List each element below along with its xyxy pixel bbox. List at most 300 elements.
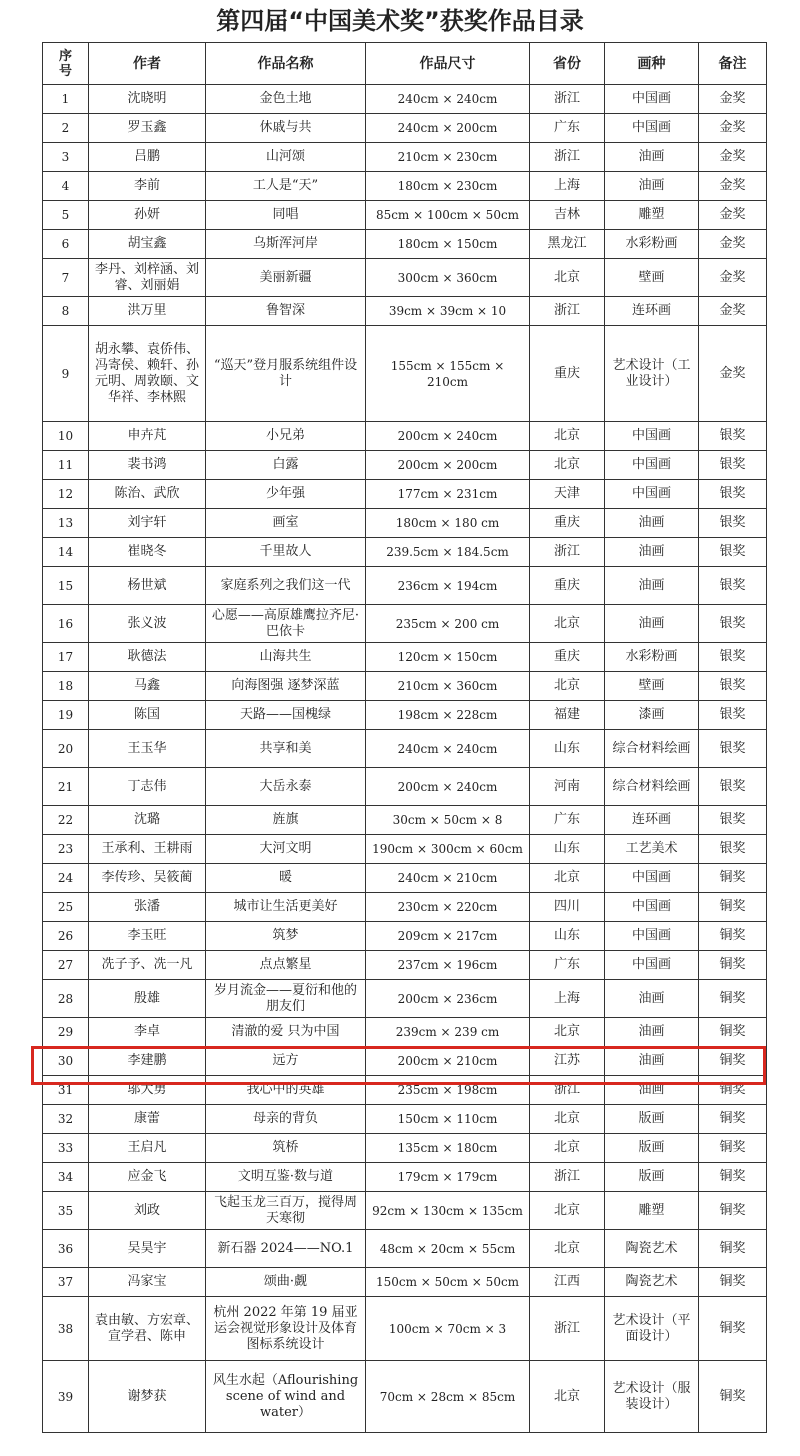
cell-award: 金奖	[699, 143, 767, 172]
cell-type: 漆画	[605, 701, 699, 730]
cell-author: 罗玉鑫	[89, 114, 206, 143]
cell-province: 河南	[530, 768, 605, 806]
header-cell: 作者	[89, 43, 206, 85]
cell-num: 2	[43, 114, 89, 143]
cell-num: 28	[43, 980, 89, 1018]
cell-author: 沈璐	[89, 806, 206, 835]
cell-author: 冼子予、冼一凡	[89, 951, 206, 980]
cell-award: 银奖	[699, 643, 767, 672]
cell-num: 24	[43, 864, 89, 893]
cell-num: 6	[43, 230, 89, 259]
cell-size: 200cm × 236cm	[366, 980, 530, 1018]
cell-size: 198cm × 228cm	[366, 701, 530, 730]
cell-award: 铜奖	[699, 1192, 767, 1230]
cell-size: 179cm × 179cm	[366, 1163, 530, 1192]
cell-author: 刘政	[89, 1192, 206, 1230]
cell-work: 大河文明	[206, 835, 366, 864]
cell-award: 铜奖	[699, 1297, 767, 1361]
cell-num: 8	[43, 297, 89, 326]
table-row	[43, 326, 767, 422]
cell-type: 油画	[605, 1076, 699, 1105]
cell-size: 200cm × 200cm	[366, 451, 530, 480]
cell-size: 200cm × 240cm	[366, 768, 530, 806]
cell-province: 黑龙江	[530, 230, 605, 259]
table-row	[43, 922, 767, 951]
header-cell: 作品尺寸	[366, 43, 530, 85]
table-row	[43, 768, 767, 806]
table-row	[43, 1297, 767, 1361]
cell-type: 版画	[605, 1163, 699, 1192]
cell-type: 中国画	[605, 422, 699, 451]
cell-author: 冯家宝	[89, 1268, 206, 1297]
cell-num: 36	[43, 1230, 89, 1268]
cell-type: 连环画	[605, 806, 699, 835]
header-row	[43, 43, 767, 85]
header-cell: 画种	[605, 43, 699, 85]
document-title: 第四届“中国美术奖”获奖作品目录	[216, 7, 584, 35]
cell-size: 30cm × 50cm × 8	[366, 806, 530, 835]
cell-work: 心愿——高原雄鹰拉齐尼·巴依卡	[206, 605, 366, 643]
cell-num: 22	[43, 806, 89, 835]
cell-type: 壁画	[605, 672, 699, 701]
cell-num: 38	[43, 1297, 89, 1361]
table-row	[43, 114, 767, 143]
cell-province: 浙江	[530, 1076, 605, 1105]
cell-award: 银奖	[699, 605, 767, 643]
cell-num: 20	[43, 730, 89, 768]
cell-award: 银奖	[699, 806, 767, 835]
table-row	[43, 567, 767, 605]
table-row	[43, 422, 767, 451]
cell-award: 银奖	[699, 768, 767, 806]
cell-work: 工人是“天”	[206, 172, 366, 201]
cell-author: 陈治、武欣	[89, 480, 206, 509]
cell-work: 少年强	[206, 480, 366, 509]
cell-size: 150cm × 50cm × 50cm	[366, 1268, 530, 1297]
cell-province: 浙江	[530, 297, 605, 326]
cell-province: 山东	[530, 922, 605, 951]
cell-type: 油画	[605, 567, 699, 605]
cell-num: 23	[43, 835, 89, 864]
cell-num: 4	[43, 172, 89, 201]
cell-type: 油画	[605, 172, 699, 201]
cell-work: 清澈的爱 只为中国	[206, 1018, 366, 1047]
cell-num: 25	[43, 893, 89, 922]
cell-province: 重庆	[530, 509, 605, 538]
table-body	[43, 85, 767, 1433]
cell-author: 孙妍	[89, 201, 206, 230]
cell-author: 李卓	[89, 1018, 206, 1047]
cell-size: 240cm × 210cm	[366, 864, 530, 893]
cell-author: 李前	[89, 172, 206, 201]
cell-size: 236cm × 194cm	[366, 567, 530, 605]
cell-num: 15	[43, 567, 89, 605]
cell-author: 王启凡	[89, 1134, 206, 1163]
cell-award: 铜奖	[699, 1361, 767, 1433]
cell-type: 油画	[605, 538, 699, 567]
cell-work: 画室	[206, 509, 366, 538]
table-row	[43, 864, 767, 893]
cell-province: 北京	[530, 451, 605, 480]
cell-work: 山河颂	[206, 143, 366, 172]
cell-award: 金奖	[699, 259, 767, 297]
cell-author: 李传珍、吴筱蔺	[89, 864, 206, 893]
cell-num: 21	[43, 768, 89, 806]
cell-type: 水彩粉画	[605, 643, 699, 672]
cell-award: 金奖	[699, 85, 767, 114]
cell-province: 北京	[530, 259, 605, 297]
cell-type: 连环画	[605, 297, 699, 326]
cell-award: 铜奖	[699, 1047, 767, 1076]
cell-type: 油画	[605, 605, 699, 643]
cell-author: 崔晓冬	[89, 538, 206, 567]
cell-size: 230cm × 220cm	[366, 893, 530, 922]
table-row	[43, 893, 767, 922]
cell-work: “巡天”登月服系统组件设计	[206, 326, 366, 422]
cell-num: 17	[43, 643, 89, 672]
cell-province: 广东	[530, 951, 605, 980]
cell-num: 33	[43, 1134, 89, 1163]
cell-work: 家庭系列之我们这一代	[206, 567, 366, 605]
cell-award: 银奖	[699, 538, 767, 567]
cell-author: 李建鹏	[89, 1047, 206, 1076]
cell-author: 张潘	[89, 893, 206, 922]
cell-author: 谢梦获	[89, 1361, 206, 1433]
cell-num: 32	[43, 1105, 89, 1134]
cell-num: 18	[43, 672, 89, 701]
cell-award: 金奖	[699, 114, 767, 143]
cell-work: 杭州 2022 年第 19 届亚运会视觉形象设计及体育图标系统设计	[206, 1297, 366, 1361]
cell-num: 13	[43, 509, 89, 538]
table-row	[43, 480, 767, 509]
cell-province: 浙江	[530, 1297, 605, 1361]
table-row	[43, 730, 767, 768]
cell-size: 239cm × 239 cm	[366, 1018, 530, 1047]
table-row	[43, 297, 767, 326]
table-row	[43, 143, 767, 172]
cell-num: 27	[43, 951, 89, 980]
cell-award: 银奖	[699, 701, 767, 730]
cell-province: 重庆	[530, 326, 605, 422]
cell-award: 银奖	[699, 730, 767, 768]
cell-province: 山东	[530, 730, 605, 768]
cell-author: 张义波	[89, 605, 206, 643]
cell-award: 铜奖	[699, 1163, 767, 1192]
table-row	[43, 509, 767, 538]
cell-type: 油画	[605, 143, 699, 172]
cell-award: 金奖	[699, 297, 767, 326]
table-row	[43, 1018, 767, 1047]
cell-province: 上海	[530, 172, 605, 201]
header-cell: 省份	[530, 43, 605, 85]
cell-province: 北京	[530, 605, 605, 643]
cell-award: 银奖	[699, 451, 767, 480]
cell-size: 85cm × 100cm × 50cm	[366, 201, 530, 230]
cell-type: 版画	[605, 1134, 699, 1163]
cell-size: 190cm × 300cm × 60cm	[366, 835, 530, 864]
cell-work: 小兄弟	[206, 422, 366, 451]
table-row	[43, 1192, 767, 1230]
cell-type: 水彩粉画	[605, 230, 699, 259]
cell-num: 30	[43, 1047, 89, 1076]
cell-num: 5	[43, 201, 89, 230]
cell-province: 福建	[530, 701, 605, 730]
cell-province: 北京	[530, 1105, 605, 1134]
cell-type: 中国画	[605, 893, 699, 922]
cell-num: 11	[43, 451, 89, 480]
cell-author: 李玉旺	[89, 922, 206, 951]
cell-author: 康蕾	[89, 1105, 206, 1134]
cell-province: 江苏	[530, 1047, 605, 1076]
table-row	[43, 1105, 767, 1134]
cell-size: 177cm × 231cm	[366, 480, 530, 509]
cell-size: 200cm × 240cm	[366, 422, 530, 451]
cell-province: 浙江	[530, 143, 605, 172]
cell-province: 北京	[530, 1018, 605, 1047]
cell-award: 铜奖	[699, 922, 767, 951]
cell-num: 39	[43, 1361, 89, 1433]
cell-type: 陶瓷艺术	[605, 1268, 699, 1297]
cell-size: 155cm × 155cm × 210cm	[366, 326, 530, 422]
cell-type: 陶瓷艺术	[605, 1230, 699, 1268]
cell-province: 北京	[530, 1230, 605, 1268]
cell-size: 210cm × 360cm	[366, 672, 530, 701]
cell-author: 袁由敏、方宏章、宣学君、陈申	[89, 1297, 206, 1361]
cell-size: 235cm × 198cm	[366, 1076, 530, 1105]
cell-award: 铜奖	[699, 1134, 767, 1163]
cell-province: 重庆	[530, 643, 605, 672]
header-cell: 备注	[699, 43, 767, 85]
table-row	[43, 1268, 767, 1297]
cell-num: 29	[43, 1018, 89, 1047]
cell-num: 19	[43, 701, 89, 730]
cell-size: 39cm × 39cm × 10	[366, 297, 530, 326]
cell-work: 白露	[206, 451, 366, 480]
cell-province: 江西	[530, 1268, 605, 1297]
table-row	[43, 701, 767, 730]
cell-award: 金奖	[699, 201, 767, 230]
cell-size: 120cm × 150cm	[366, 643, 530, 672]
cell-type: 综合材料绘画	[605, 730, 699, 768]
award-table	[42, 42, 767, 1433]
cell-author: 陈国	[89, 701, 206, 730]
cell-award: 银奖	[699, 509, 767, 538]
header-cell: 作品名称	[206, 43, 366, 85]
cell-author: 胡永攀、袁侨伟、冯寄侯、赖轩、孙元明、周敦颐、文华祥、李林熙	[89, 326, 206, 422]
cell-award: 铜奖	[699, 1105, 767, 1134]
cell-size: 237cm × 196cm	[366, 951, 530, 980]
cell-award: 金奖	[699, 230, 767, 259]
cell-province: 北京	[530, 1134, 605, 1163]
table-row	[43, 951, 767, 980]
cell-work: 天路——国槐绿	[206, 701, 366, 730]
cell-size: 200cm × 210cm	[366, 1047, 530, 1076]
cell-type: 雕塑	[605, 201, 699, 230]
table-row	[43, 1076, 767, 1105]
cell-author: 吴昊宇	[89, 1230, 206, 1268]
cell-type: 中国画	[605, 951, 699, 980]
cell-num: 14	[43, 538, 89, 567]
cell-province: 北京	[530, 672, 605, 701]
table-row	[43, 538, 767, 567]
cell-province: 山东	[530, 835, 605, 864]
cell-size: 300cm × 360cm	[366, 259, 530, 297]
table-row	[43, 643, 767, 672]
cell-work: 鲁智深	[206, 297, 366, 326]
cell-type: 综合材料绘画	[605, 768, 699, 806]
table-row	[43, 259, 767, 297]
cell-work: 暖	[206, 864, 366, 893]
cell-award: 铜奖	[699, 951, 767, 980]
cell-work: 飞起玉龙三百万，搅得周天寒彻	[206, 1192, 366, 1230]
cell-award: 铜奖	[699, 864, 767, 893]
table-row	[43, 1230, 767, 1268]
cell-num: 16	[43, 605, 89, 643]
cell-work: 文明互鉴·数与道	[206, 1163, 366, 1192]
cell-award: 铜奖	[699, 980, 767, 1018]
cell-work: 岁月流金——夏衍和他的朋友们	[206, 980, 366, 1018]
cell-work: 金色土地	[206, 85, 366, 114]
cell-work: 大岳永泰	[206, 768, 366, 806]
cell-province: 浙江	[530, 85, 605, 114]
cell-author: 沈晓明	[89, 85, 206, 114]
cell-province: 吉林	[530, 201, 605, 230]
cell-author: 邬大勇	[89, 1076, 206, 1105]
cell-type: 中国画	[605, 864, 699, 893]
cell-work: 旌旗	[206, 806, 366, 835]
cell-author: 裴书鸿	[89, 451, 206, 480]
cell-work: 向海图强 逐梦深蓝	[206, 672, 366, 701]
cell-work: 颂曲·觑	[206, 1268, 366, 1297]
cell-type: 油画	[605, 1047, 699, 1076]
cell-num: 3	[43, 143, 89, 172]
cell-work: 远方	[206, 1047, 366, 1076]
cell-size: 240cm × 240cm	[366, 730, 530, 768]
cell-province: 四川	[530, 893, 605, 922]
cell-province: 重庆	[530, 567, 605, 605]
cell-type: 艺术设计（服装设计）	[605, 1361, 699, 1433]
cell-size: 180cm × 230cm	[366, 172, 530, 201]
cell-province: 广东	[530, 114, 605, 143]
cell-num: 26	[43, 922, 89, 951]
cell-province: 北京	[530, 1192, 605, 1230]
cell-author: 丁志伟	[89, 768, 206, 806]
cell-type: 雕塑	[605, 1192, 699, 1230]
cell-province: 浙江	[530, 1163, 605, 1192]
cell-type: 中国画	[605, 114, 699, 143]
cell-size: 150cm × 110cm	[366, 1105, 530, 1134]
cell-type: 油画	[605, 980, 699, 1018]
cell-num: 10	[43, 422, 89, 451]
cell-num: 35	[43, 1192, 89, 1230]
cell-num: 37	[43, 1268, 89, 1297]
cell-size: 239.5cm × 184.5cm	[366, 538, 530, 567]
cell-award: 铜奖	[699, 1268, 767, 1297]
cell-work: 我心中的英雄	[206, 1076, 366, 1105]
cell-type: 中国画	[605, 480, 699, 509]
cell-author: 王承利、王耕雨	[89, 835, 206, 864]
table-row	[43, 672, 767, 701]
cell-work: 乌斯浑河岸	[206, 230, 366, 259]
cell-work: 共享和美	[206, 730, 366, 768]
table-row	[43, 605, 767, 643]
cell-size: 240cm × 200cm	[366, 114, 530, 143]
cell-work: 千里故人	[206, 538, 366, 567]
cell-work: 母亲的背负	[206, 1105, 366, 1134]
cell-province: 北京	[530, 864, 605, 893]
cell-num: 1	[43, 85, 89, 114]
cell-size: 100cm × 70cm × 3	[366, 1297, 530, 1361]
cell-num: 7	[43, 259, 89, 297]
table-row	[43, 1134, 767, 1163]
cell-author: 杨世斌	[89, 567, 206, 605]
cell-province: 浙江	[530, 538, 605, 567]
cell-type: 中国画	[605, 451, 699, 480]
table-row	[43, 806, 767, 835]
cell-type: 艺术设计（平面设计）	[605, 1297, 699, 1361]
cell-author: 刘宇轩	[89, 509, 206, 538]
cell-type: 油画	[605, 1018, 699, 1047]
cell-award: 铜奖	[699, 893, 767, 922]
cell-work: 休戚与共	[206, 114, 366, 143]
cell-award: 金奖	[699, 172, 767, 201]
cell-size: 180cm × 180 cm	[366, 509, 530, 538]
cell-size: 70cm × 28cm × 85cm	[366, 1361, 530, 1433]
cell-work: 点点繁星	[206, 951, 366, 980]
cell-type: 版画	[605, 1105, 699, 1134]
cell-type: 艺术设计（工业设计）	[605, 326, 699, 422]
table-row	[43, 835, 767, 864]
cell-province: 北京	[530, 422, 605, 451]
cell-size: 209cm × 217cm	[366, 922, 530, 951]
cell-award: 银奖	[699, 422, 767, 451]
cell-author: 李丹、刘梓涵、刘睿、刘丽娟	[89, 259, 206, 297]
cell-num: 12	[43, 480, 89, 509]
cell-province: 上海	[530, 980, 605, 1018]
cell-award: 银奖	[699, 480, 767, 509]
cell-size: 180cm × 150cm	[366, 230, 530, 259]
cell-award: 铜奖	[699, 1230, 767, 1268]
cell-type: 中国画	[605, 922, 699, 951]
cell-work: 同唱	[206, 201, 366, 230]
cell-award: 银奖	[699, 567, 767, 605]
cell-author: 胡宝鑫	[89, 230, 206, 259]
cell-size: 210cm × 230cm	[366, 143, 530, 172]
cell-num: 34	[43, 1163, 89, 1192]
table-row	[43, 201, 767, 230]
cell-type: 工艺美术	[605, 835, 699, 864]
cell-size: 235cm × 200 cm	[366, 605, 530, 643]
cell-work: 筑梦	[206, 922, 366, 951]
cell-type: 壁画	[605, 259, 699, 297]
cell-type: 中国画	[605, 85, 699, 114]
cell-author: 殷雄	[89, 980, 206, 1018]
cell-work: 筑桥	[206, 1134, 366, 1163]
table-row	[43, 1361, 767, 1433]
cell-size: 48cm × 20cm × 55cm	[366, 1230, 530, 1268]
cell-size: 135cm × 180cm	[366, 1134, 530, 1163]
table-row	[43, 1163, 767, 1192]
cell-author: 耿德法	[89, 643, 206, 672]
cell-award: 银奖	[699, 672, 767, 701]
cell-num: 31	[43, 1076, 89, 1105]
cell-size: 240cm × 240cm	[366, 85, 530, 114]
cell-author: 应金飞	[89, 1163, 206, 1192]
cell-province: 北京	[530, 1361, 605, 1433]
table-row	[43, 451, 767, 480]
cell-province: 天津	[530, 480, 605, 509]
table-row	[43, 172, 767, 201]
